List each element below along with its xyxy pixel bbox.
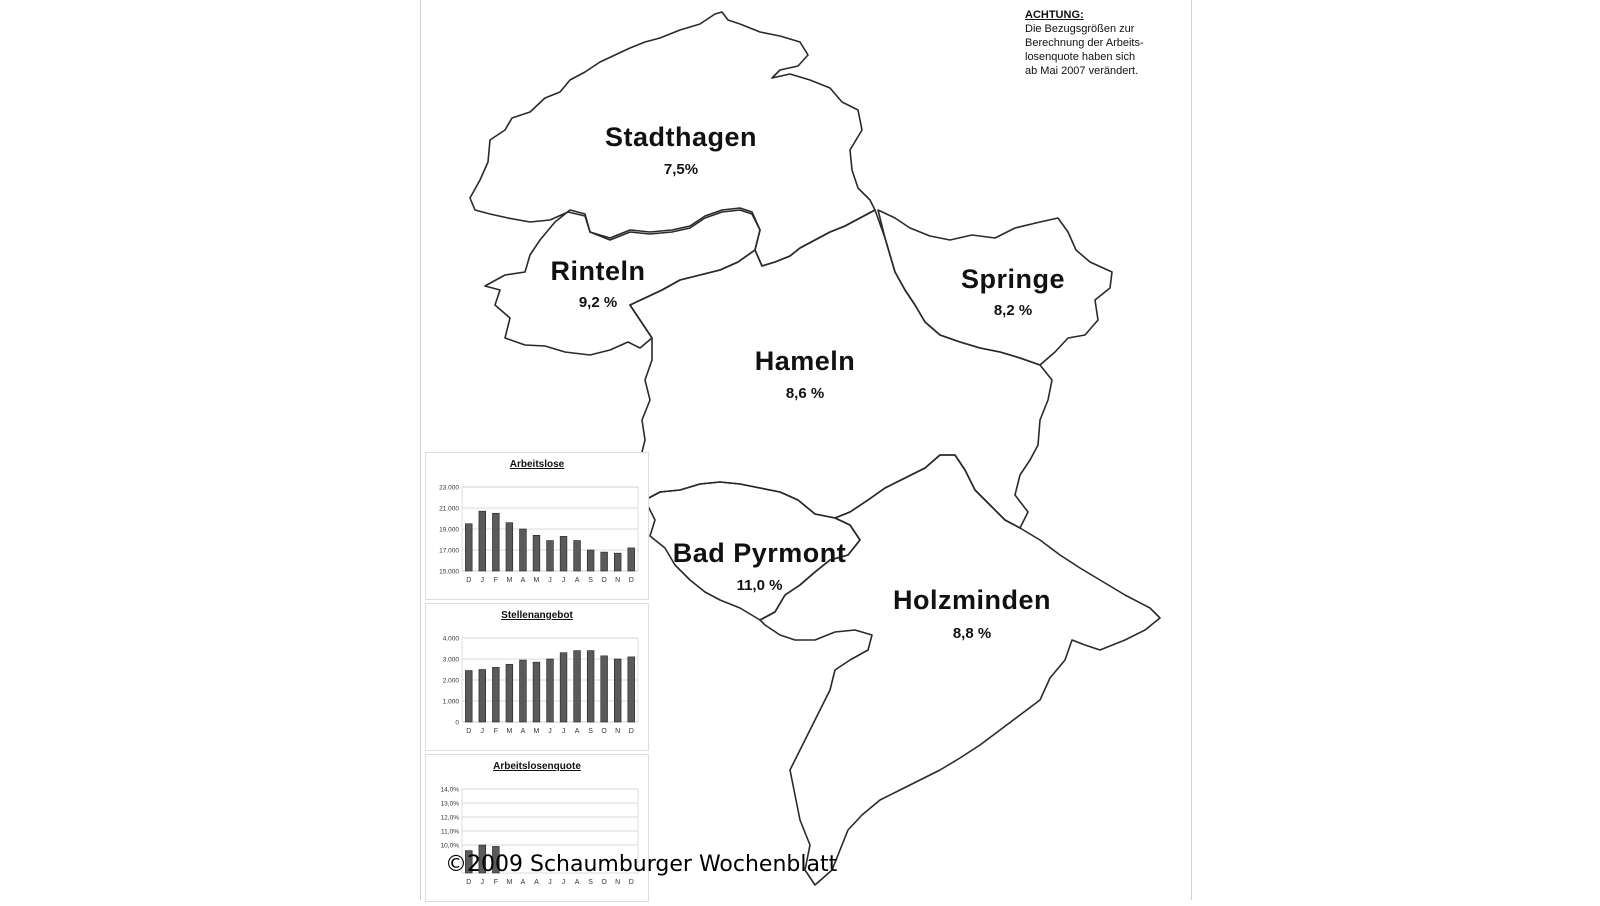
x-tick-label: J: [480, 879, 485, 886]
x-tick-label: S: [588, 728, 593, 735]
region-holzminden: [872, 585, 1072, 642]
notice-title: ACHTUNG:: [1025, 9, 1084, 21]
x-tick-label: M: [506, 577, 513, 584]
bar: [587, 550, 594, 571]
chart-arbeitslose: [426, 453, 648, 599]
bar: [465, 524, 472, 571]
bar: [506, 523, 513, 571]
bar: [547, 541, 554, 571]
bar: [533, 662, 540, 722]
bar: [587, 651, 594, 722]
x-tick-label: D: [628, 879, 634, 886]
y-tick-label: 10,0%: [440, 842, 459, 850]
bar: [601, 552, 608, 571]
x-tick-label: F: [493, 879, 498, 886]
x-tick-label: M: [533, 577, 540, 584]
region-name: Rinteln: [550, 256, 646, 286]
x-tick-label: D: [466, 879, 472, 886]
x-tick-label: J: [561, 879, 566, 886]
bar: [520, 660, 527, 722]
x-tick-label: A: [574, 577, 580, 584]
chart-stellenangebot: [426, 604, 648, 750]
chart-title: Arbeitslose: [509, 459, 565, 470]
region-rate: 7,5%: [663, 161, 699, 178]
x-tick-label: J: [548, 879, 552, 886]
x-tick-label: J: [548, 577, 552, 584]
y-tick-label: 13,0%: [440, 800, 459, 808]
y-tick-label: 3.000: [442, 656, 459, 664]
x-tick-label: J: [480, 728, 485, 735]
y-tick-label: 1.000: [442, 698, 459, 706]
y-tick-label: 23.000: [439, 484, 459, 492]
region-outline-holzminden: [760, 455, 1160, 885]
region-name: Springe: [960, 264, 1065, 294]
x-tick-label: S: [588, 577, 593, 584]
chart-arbeitslosenquote: [426, 755, 648, 901]
x-tick-label: J: [480, 577, 485, 584]
x-tick-label: A: [520, 577, 526, 584]
x-tick-label: M: [506, 879, 513, 886]
bar: [614, 659, 621, 722]
x-tick-label: J: [561, 577, 566, 584]
bar: [547, 659, 554, 722]
y-tick-label: 19.000: [439, 526, 459, 534]
x-tick-label: N: [615, 879, 621, 886]
y-tick-label: 17.000: [439, 547, 459, 555]
region-bad-pyrmont: [652, 538, 867, 594]
y-tick-label: 14,0%: [440, 786, 459, 794]
region-name: Hameln: [754, 346, 856, 376]
chart-card-arbeitslose: [425, 452, 649, 600]
chart-title: Arbeitslosenquote: [493, 761, 581, 772]
chart-title: Stellenangebot: [501, 610, 573, 621]
x-tick-label: J: [548, 728, 552, 735]
x-tick-label: A: [520, 728, 526, 735]
x-tick-label: O: [601, 728, 607, 735]
x-tick-label: D: [466, 728, 472, 735]
y-tick-label: 12,0%: [440, 814, 459, 822]
region-rate: 11,0 %: [736, 577, 783, 594]
x-tick-label: J: [561, 728, 566, 735]
x-tick-label: A: [574, 879, 580, 886]
region-rinteln: [533, 256, 663, 311]
x-tick-label: A: [574, 728, 580, 735]
bar: [614, 553, 621, 571]
x-tick-label: A: [534, 879, 539, 886]
x-tick-label: D: [628, 577, 634, 584]
y-tick-label: 11,0%: [441, 828, 459, 836]
x-tick-label: S: [588, 879, 593, 886]
notice-body: Die Bezugsgrößen zur Berechnung der Arbeits- losenquote haben sich ab Mai 2007 verändert.: [1025, 23, 1144, 77]
region-rate: 8,8 %: [952, 625, 992, 642]
bar: [601, 656, 608, 722]
y-tick-label: 0: [455, 719, 459, 727]
x-tick-label: A: [520, 879, 526, 886]
region-stadthagen: [586, 122, 776, 178]
chart-card-stellenangebot: [425, 603, 649, 751]
bar: [506, 664, 513, 722]
notice-box: [1025, 8, 1185, 78]
x-tick-label: N: [615, 728, 621, 735]
x-tick-label: M: [533, 728, 540, 735]
bar: [533, 535, 540, 571]
copyright-text: ©2009 Schaumburger Wochenblatt: [445, 852, 838, 877]
x-tick-label: F: [493, 728, 498, 735]
region-rate: 8,2 %: [993, 302, 1033, 319]
region-hameln: [740, 346, 870, 402]
region-name: Holzminden: [893, 585, 1051, 615]
y-tick-label: 4.000: [442, 635, 459, 643]
bar: [465, 671, 472, 722]
region-rate: 8,6 %: [785, 385, 825, 402]
x-tick-label: D: [466, 577, 472, 584]
bar: [560, 536, 567, 571]
bar: [479, 511, 486, 571]
x-tick-label: N: [615, 577, 621, 584]
bar: [520, 529, 527, 571]
bar: [628, 548, 635, 571]
y-tick-label: 21.000: [439, 505, 459, 513]
bar: [628, 657, 635, 722]
x-tick-label: F: [493, 577, 498, 584]
bar: [560, 653, 567, 722]
x-tick-label: M: [506, 728, 513, 735]
region-springe: [933, 264, 1093, 319]
region-rate: 9,2 %: [578, 294, 618, 311]
bar: [574, 541, 581, 571]
region-name: Stadthagen: [604, 122, 757, 152]
region-name: Bad Pyrmont: [672, 538, 847, 568]
bar: [492, 667, 499, 722]
bar: [492, 513, 499, 571]
x-tick-label: O: [601, 879, 607, 886]
y-tick-label: 15.000: [439, 568, 459, 576]
bar: [574, 651, 581, 722]
x-tick-label: D: [628, 728, 634, 735]
chart-card-arbeitslosenquote: [425, 754, 649, 902]
x-tick-label: O: [601, 577, 607, 584]
bar: [479, 670, 486, 723]
y-tick-label: 2.000: [442, 677, 459, 685]
